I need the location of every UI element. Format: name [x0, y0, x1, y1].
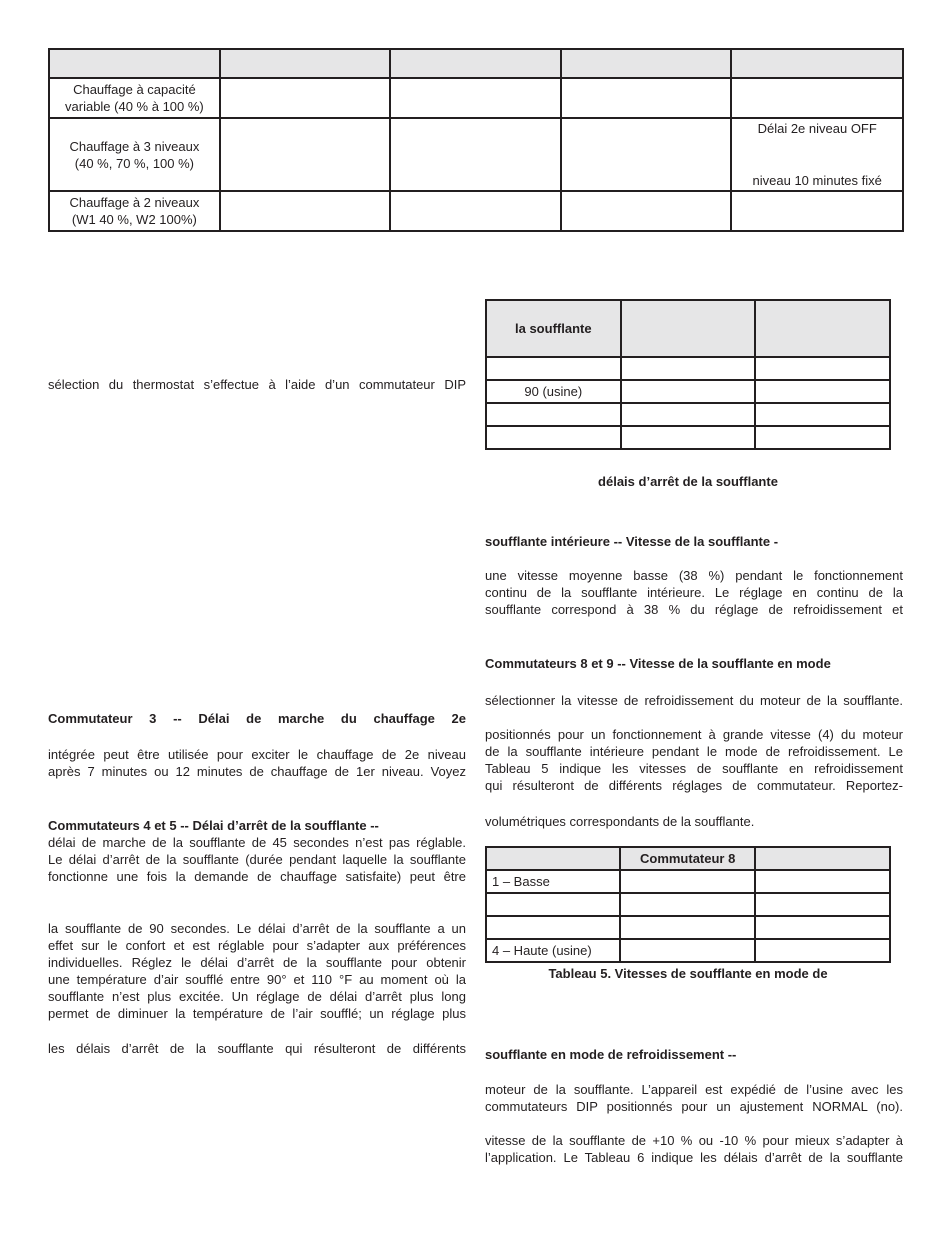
- header-cell: [49, 49, 220, 78]
- blower-delay-table: [485, 299, 891, 450]
- table-caption: délais d’arrêt de la soufflante: [598, 474, 778, 489]
- table-header-row: [486, 847, 890, 870]
- table-cell: [620, 916, 755, 939]
- paragraph-line: soufflante n’est plus excitée. Un réglage de délai d’arrêt plus long: [48, 989, 466, 1004]
- table-cell: [390, 118, 561, 191]
- table-cell: [731, 191, 903, 231]
- table-cell: Chauffage à 2 niveaux (W1 40 %, W2 100%): [49, 191, 220, 231]
- table-cell: [486, 403, 621, 426]
- paragraph-line: de la soufflante intérieure pendant le mode de refroidissement. Le: [485, 744, 903, 759]
- table-cell: [390, 78, 561, 118]
- table-cell: [755, 403, 890, 426]
- table-cell: [621, 357, 755, 380]
- paragraph-line: sélectionner la vitesse de refroidissement du moteur de la soufflante.: [485, 693, 903, 708]
- table-cell: [621, 426, 755, 449]
- header-cell: Commutateur 8: [620, 847, 755, 870]
- paragraph-line: une température d’air soufflé entre 90° et 110 °F au moment où la: [48, 972, 466, 987]
- heading-switch45: Commutateurs 4 et 5 -- Délai d’arrêt de la soufflante --: [48, 818, 379, 833]
- header-cell: [561, 49, 732, 78]
- cooling-speed-table: [485, 846, 891, 963]
- header-cell: [220, 49, 391, 78]
- cell-line-bottom: niveau 10 minutes fixé: [752, 173, 882, 188]
- table-cell: Chauffage à 3 niveaux (40 %, 70 %, 100 %): [49, 118, 220, 191]
- table-cell: 4 – Haute (usine): [486, 939, 620, 962]
- table-cell: [755, 426, 890, 449]
- paragraph-line: soufflante correspond à 38 % du réglage de refroidissement et: [485, 602, 903, 617]
- table-cell: [220, 191, 391, 231]
- table-row: [486, 357, 890, 380]
- table-row: [49, 118, 903, 191]
- table-cell: [220, 78, 391, 118]
- table-cell: [620, 870, 755, 893]
- table-cell: [486, 426, 621, 449]
- paragraph-line: individuelles. Réglez le délai d’arrêt de la soufflante pour obtenir: [48, 955, 466, 970]
- table-row: [486, 939, 890, 962]
- table-cell: [620, 939, 755, 962]
- heading-cooling: soufflante en mode de refroidissement --: [485, 1047, 737, 1062]
- table-cell: [755, 357, 890, 380]
- paragraph-line: continu de la soufflante intérieure. Le réglage en continu de la: [485, 585, 903, 600]
- header-cell: [731, 49, 903, 78]
- table-row: [486, 380, 890, 403]
- table-row: [49, 191, 903, 231]
- header-cell: [755, 847, 890, 870]
- table-cell: [390, 191, 561, 231]
- paragraph-line: Tableau 5 indique les vitesses de soufflante en refroidissement: [485, 761, 903, 776]
- paragraph-line: positionnés pour un fonctionnement à grande vitesse (4) du moteur: [485, 727, 903, 742]
- table-cell: 1 – Basse: [486, 870, 620, 893]
- header-cell: la soufflante: [486, 300, 621, 357]
- header-cell: [390, 49, 561, 78]
- paragraph-line: moteur de la soufflante. L’appareil est expédié de l’usine avec les: [485, 1082, 903, 1097]
- paragraph-line: vitesse de la soufflante de +10 % ou -10 % pour mieux s’adapter à: [485, 1133, 903, 1148]
- table-row: [486, 426, 890, 449]
- paragraph-line: une vitesse moyenne basse (38 %) pendant le fonctionnement: [485, 568, 903, 583]
- table-cell: [755, 939, 890, 962]
- paragraph-line: qui résulteront de différents réglages de commutateur. Reportez-: [485, 778, 903, 793]
- table-cell: [755, 380, 890, 403]
- cell-line-top: Délai 2e niveau OFF: [757, 121, 877, 136]
- table-cell: 90 (usine): [486, 380, 621, 403]
- table-cell: [220, 118, 391, 191]
- paragraph-line: permet de diminuer la température de l’air soufflé; un réglage plus: [48, 1006, 466, 1021]
- paragraph-line: effet sur le confort et est réglable pour s’adapter aux préférences: [48, 938, 466, 953]
- table-cell: [486, 357, 621, 380]
- table-cell: [621, 403, 755, 426]
- table-row: [49, 78, 903, 118]
- paragraph-line: après 7 minutes ou 12 minutes de chauffage de 1er niveau. Voyez: [48, 764, 466, 779]
- table-cell: [486, 916, 620, 939]
- header-cell: [621, 300, 755, 357]
- table-row: [486, 893, 890, 916]
- paragraph-line: intégrée peut être utilisée pour exciter le chauffage de 2e niveau: [48, 747, 466, 762]
- paragraph-line: délai de marche de la soufflante de 45 secondes n’est pas réglable.: [48, 835, 466, 850]
- paragraph-line: commutateurs DIP positionnés pour un ajustement NORMAL (no).: [485, 1099, 903, 1114]
- table-header-row: [49, 49, 903, 78]
- table-cell: [755, 893, 890, 916]
- paragraph-line: l’application. Le Tableau 6 indique les délais d’arrêt de la soufflante: [485, 1150, 903, 1165]
- heading-switch3: Commutateur 3 -- Délai de marche du chauffage 2e: [48, 711, 466, 726]
- paragraph-line: fonctionne une fois la demande de chauffage satisfaite) peut être: [48, 869, 466, 884]
- header-cell: [486, 847, 620, 870]
- table-cell: [486, 893, 620, 916]
- table-cell: [561, 78, 732, 118]
- table-cell: [621, 380, 755, 403]
- paragraph-line: la soufflante de 90 secondes. Le délai d’arrêt de la soufflante a un: [48, 921, 466, 936]
- heading-switch89: Commutateurs 8 et 9 -- Vitesse de la soufflante en mode: [485, 656, 831, 671]
- table-row: [486, 870, 890, 893]
- paragraph-line: les délais d’arrêt de la soufflante qui résulteront de différents: [48, 1041, 466, 1056]
- paragraph-line: Le délai d’arrêt de la soufflante (durée pendant laquelle la soufflante: [48, 852, 466, 867]
- table-cell: [561, 118, 732, 191]
- paragraph-thermostat: sélection du thermostat s’effectue à l’aide d’un commutateur DIP: [48, 377, 466, 392]
- table-cell: [731, 78, 903, 118]
- table-row: [486, 403, 890, 426]
- table-row: [486, 916, 890, 939]
- table-cell: [620, 893, 755, 916]
- table-cell: [755, 916, 890, 939]
- table-cell: [755, 870, 890, 893]
- table-cell: Chauffage à capacité variable (40 % à 100 %): [49, 78, 220, 118]
- heading-indoor-blower: soufflante intérieure -- Vitesse de la soufflante -: [485, 534, 779, 549]
- paragraph-line: volumétriques correspondants de la soufflante.: [485, 814, 755, 829]
- table-header-row: [486, 300, 890, 357]
- heating-table: [48, 48, 904, 232]
- header-cell: [755, 300, 890, 357]
- table-cell: [731, 118, 903, 191]
- table-cell: [561, 191, 732, 231]
- table-caption: Tableau 5. Vitesses de soufflante en mode de: [548, 966, 828, 981]
